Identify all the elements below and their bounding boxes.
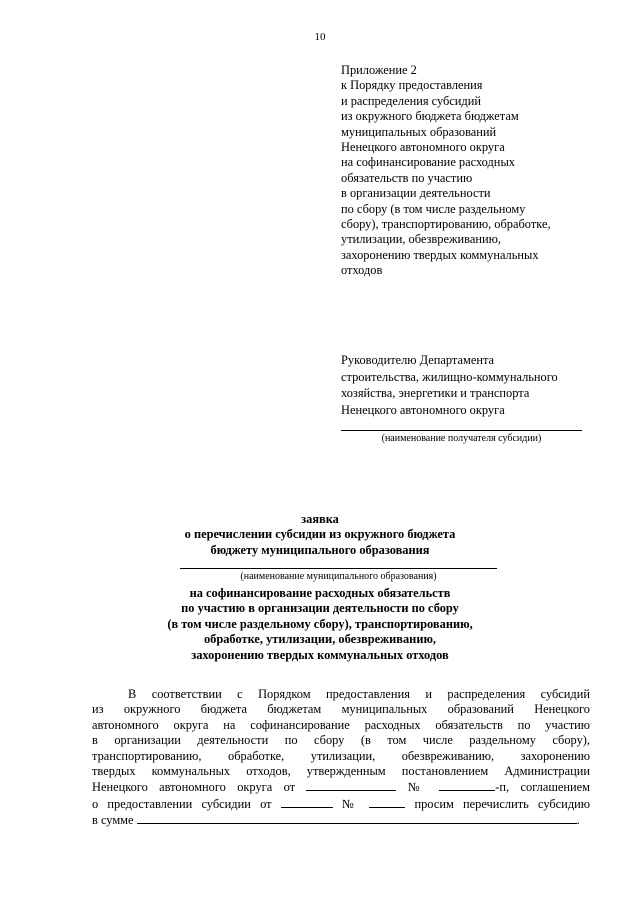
body-text: Ненецкого автономного округа от — [92, 780, 296, 795]
agreement-date-field[interactable] — [281, 796, 333, 808]
title-line: захоронению твердых коммунальных отходов — [191, 647, 449, 662]
municipality-name-line[interactable] — [180, 568, 497, 569]
appendix-line: муниципальных образований — [341, 124, 497, 139]
body-line: транспортированию, обработке, утилизации, обезвреживанию, захоронению — [92, 748, 590, 763]
body-text: о предоставлении субсидии от — [92, 796, 272, 811]
application-subtitle — [80, 586, 560, 663]
body-text: в сумме — [92, 813, 134, 828]
appendix-line: к Порядку предоставления — [341, 78, 483, 93]
recipient-name-line[interactable] — [341, 430, 582, 431]
recipient-caption: (наименование получателя субсидии) — [381, 433, 542, 444]
appendix-line: из окружного бюджета бюджетам — [341, 109, 519, 124]
body-text: . — [576, 813, 580, 828]
number-sign: № — [407, 780, 428, 795]
title-line: бюджету муниципального образования — [210, 542, 430, 557]
application-body — [92, 687, 590, 829]
page-number: 10 — [314, 31, 326, 43]
body-line: твердых коммунальных отходов, утвержденным постановлением Администрации — [92, 764, 590, 779]
title-line: на софинансирование расходных обязательств — [189, 586, 451, 600]
title-line: обработке, утилизации, обезвреживанию, — [203, 632, 437, 647]
resolution-number-field[interactable] — [439, 779, 495, 791]
resolution-date-field[interactable] — [306, 779, 396, 791]
body-line: в организации деятельности по сбору (в том числе раздельному сбору), — [92, 733, 590, 748]
appendix-line: утилизации, обезвреживанию, — [341, 232, 501, 247]
recipient-block — [341, 352, 611, 418]
body-line — [92, 779, 590, 795]
appendix-line: по сбору (в том числе раздельному — [341, 201, 526, 216]
recipient-line: строительства, жилищно-коммунального — [341, 369, 558, 384]
body-line — [92, 812, 590, 828]
title-line: по участию в организации деятельности по сбору — [181, 601, 459, 616]
appendix-block — [341, 63, 601, 279]
appendix-line: Приложение 2 — [341, 63, 417, 77]
title-line: (в том числе раздельному сбору), транспортированию, — [167, 616, 473, 631]
body-text: просим перечислить субсидию — [414, 796, 591, 811]
body-line: из окружного бюджета бюджетам муниципальных образований Ненецкого — [92, 702, 590, 717]
application-heading: заявка — [301, 512, 339, 526]
body-line: В соответствии с Порядком предоставления и распределения субсидий — [128, 687, 590, 701]
recipient-line: Ненецкого автономного округа — [341, 402, 505, 417]
body-line: автономного округа на софинансирование расходных обязательств по участию — [92, 717, 590, 732]
municipality-caption: (наименование муниципального образования) — [240, 571, 437, 582]
appendix-line: на софинансирование расходных — [341, 155, 515, 170]
amount-field[interactable] — [137, 812, 577, 824]
appendix-line: сбору), транспортированию, обработке, — [341, 217, 551, 232]
appendix-line: Ненецкого автономного округа — [341, 140, 505, 155]
appendix-line: захоронению твердых коммунальных — [341, 247, 539, 262]
body-line — [92, 796, 590, 812]
application-title — [80, 512, 560, 558]
title-line: о перечислении субсидии из окружного бюджета — [184, 527, 456, 542]
appendix-line: отходов — [341, 263, 383, 278]
number-sign: № — [342, 796, 360, 811]
appendix-line: в организации деятельности — [341, 186, 491, 201]
appendix-line: обязательств по участию — [341, 170, 473, 185]
appendix-line: и распределения субсидий — [341, 93, 481, 108]
recipient-line: Руководителю Департамента — [341, 353, 495, 367]
body-text: -п, соглашением — [495, 780, 590, 795]
recipient-line: хозяйства, энергетики и транспорта — [341, 386, 530, 401]
agreement-number-field[interactable] — [369, 796, 405, 808]
